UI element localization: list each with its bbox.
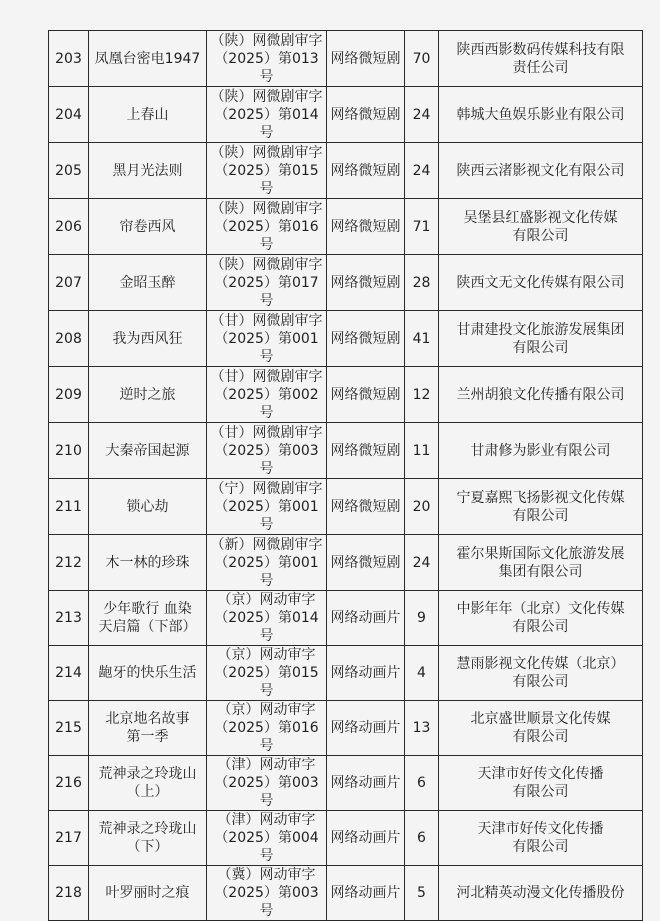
episodes-cell: 70 — [405, 31, 439, 87]
no-cell: 203 — [49, 31, 89, 87]
type-cell: 网络微短剧 — [327, 255, 405, 311]
license-line: （2025）第017号 — [214, 274, 319, 309]
title-cell — [89, 866, 207, 921]
title-line: 龅牙的快乐生活 — [98, 665, 197, 681]
company-line: 有限公司 — [512, 227, 569, 244]
title-cell — [89, 479, 207, 535]
license-cell — [207, 255, 327, 311]
title-cell — [89, 311, 207, 367]
title-line: 上春山 — [126, 106, 169, 123]
title-line: 大秦帝国起源 — [105, 442, 190, 459]
license-line: （2025）第003号 — [214, 442, 319, 477]
no-cell: 206 — [49, 199, 89, 255]
license-line: （2025）第002号 — [214, 386, 319, 421]
license-table — [48, 30, 643, 921]
title-line: 第一季 — [126, 729, 169, 745]
license-cell — [207, 866, 327, 921]
company-cell — [439, 535, 643, 591]
company-cell — [439, 87, 643, 143]
title-line: 逆时之旅 — [119, 386, 176, 403]
license-line: （陕）网微剧审字 — [210, 32, 323, 49]
type-cell: 网络微短剧 — [327, 199, 405, 255]
license-line: （陕）网微剧审字 — [210, 200, 323, 217]
title-line: 荒神录之玲珑山 — [98, 821, 197, 837]
license-line: （2025）第016号 — [214, 720, 319, 754]
no-cell: 209 — [49, 367, 89, 423]
table-row — [49, 811, 643, 866]
license-cell — [207, 367, 327, 423]
title-line: 我为西风狂 — [112, 330, 183, 347]
license-cell — [207, 423, 327, 479]
license-cell — [207, 479, 327, 535]
no-cell: 218 — [49, 866, 89, 921]
episodes-cell: 24 — [405, 143, 439, 199]
license-line: （2025）第015号 — [214, 665, 319, 699]
table-row — [49, 866, 643, 921]
no-cell: 217 — [49, 811, 89, 866]
no-cell: 216 — [49, 756, 89, 811]
license-line: （2025）第001号 — [214, 498, 319, 533]
license-line: （陕）网微剧审字 — [210, 144, 323, 161]
table-row — [49, 423, 643, 479]
company-cell — [439, 423, 643, 479]
title-line: 天启篇（下部） — [98, 619, 197, 635]
no-cell: 215 — [49, 701, 89, 756]
no-cell: 207 — [49, 255, 89, 311]
license-line: （京）网动审字 — [217, 647, 316, 663]
episodes-cell: 11 — [405, 423, 439, 479]
license-cell — [207, 535, 327, 591]
license-line: （2025）第015号 — [214, 162, 319, 197]
company-line: 陕西云渚影视文化有限公司 — [456, 162, 625, 179]
table-row — [49, 31, 643, 87]
title-line: （上） — [126, 784, 169, 800]
company-line: 有限公司 — [512, 839, 569, 855]
license-cell — [207, 701, 327, 756]
license-cell — [207, 591, 327, 646]
title-line: 金昭玉醉 — [119, 274, 176, 291]
company-cell — [439, 866, 643, 921]
license-line: （2025）第014号 — [214, 106, 319, 141]
table-row — [49, 756, 643, 811]
company-line: 天津市好传文化传播 — [477, 766, 604, 782]
company-cell — [439, 646, 643, 701]
title-cell — [89, 31, 207, 87]
license-line: （2025）第003号 — [214, 775, 319, 809]
license-line: （冀）网动审字 — [217, 867, 316, 883]
company-cell — [439, 811, 643, 866]
license-line: （甘）网微剧审字 — [210, 312, 323, 329]
episodes-cell: 71 — [405, 199, 439, 255]
license-line: （新）网微剧审字 — [210, 536, 323, 553]
episodes-cell: 4 — [405, 646, 439, 701]
license-cell — [207, 87, 327, 143]
title-cell — [89, 255, 207, 311]
table-row — [49, 255, 643, 311]
license-line: （2025）第001号 — [214, 554, 319, 589]
type-cell: 网络动画片 — [327, 756, 405, 811]
company-line: 责任公司 — [512, 59, 569, 76]
type-cell: 网络微短剧 — [327, 31, 405, 87]
type-cell: 网络动画片 — [327, 811, 405, 866]
episodes-cell: 28 — [405, 255, 439, 311]
title-cell — [89, 591, 207, 646]
license-cell — [207, 646, 327, 701]
license-cell — [207, 31, 327, 87]
license-cell — [207, 199, 327, 255]
company-line: 中影年年（北京）文化传媒 — [456, 601, 625, 617]
company-line: 有限公司 — [512, 339, 569, 356]
company-line: 兰州胡狼文化传播有限公司 — [456, 386, 625, 403]
title-line: 锁心劫 — [126, 498, 169, 515]
company-cell — [439, 255, 643, 311]
license-line: （津）网动审字 — [217, 812, 316, 828]
company-cell — [439, 367, 643, 423]
company-line: 天津市好传文化传播 — [477, 821, 604, 837]
title-line: 叶罗丽时之痕 — [105, 885, 190, 901]
table-row — [49, 701, 643, 756]
episodes-cell: 9 — [405, 591, 439, 646]
title-line: 帘卷西风 — [119, 218, 176, 235]
episodes-cell: 5 — [405, 866, 439, 921]
license-cell — [207, 311, 327, 367]
license-line: （2025）第014号 — [214, 610, 319, 644]
title-line: 木一林的珍珠 — [105, 554, 190, 571]
no-cell: 213 — [49, 591, 89, 646]
episodes-cell: 6 — [405, 756, 439, 811]
no-cell: 212 — [49, 535, 89, 591]
type-cell: 网络微短剧 — [327, 479, 405, 535]
company-line: 集团有限公司 — [498, 563, 583, 580]
table-row — [49, 367, 643, 423]
company-line: 宁夏嘉熙飞扬影视文化传媒 — [456, 489, 625, 506]
no-cell: 204 — [49, 87, 89, 143]
title-cell — [89, 423, 207, 479]
title-cell — [89, 535, 207, 591]
license-line: （宁）网微剧审字 — [210, 480, 323, 497]
type-cell: 网络动画片 — [327, 646, 405, 701]
title-cell — [89, 811, 207, 866]
company-cell — [439, 756, 643, 811]
type-cell: 网络微短剧 — [327, 535, 405, 591]
table-row — [49, 143, 643, 199]
license-line: （甘）网微剧审字 — [210, 368, 323, 385]
title-line: （下） — [126, 839, 169, 855]
company-cell — [439, 701, 643, 756]
no-cell: 205 — [49, 143, 89, 199]
episodes-cell: 24 — [405, 535, 439, 591]
title-cell — [89, 143, 207, 199]
company-line: 甘肃建投文化旅游发展集团 — [456, 321, 625, 338]
license-line: （陕）网微剧审字 — [210, 88, 323, 105]
license-line: （2025）第013号 — [214, 50, 319, 85]
no-cell: 208 — [49, 311, 89, 367]
table-row — [49, 87, 643, 143]
episodes-cell: 24 — [405, 87, 439, 143]
no-cell: 211 — [49, 479, 89, 535]
title-cell — [89, 701, 207, 756]
license-line: （京）网动审字 — [217, 592, 316, 608]
title-cell — [89, 199, 207, 255]
company-line: 陕西西影数码传媒科技有限 — [456, 41, 625, 58]
company-cell — [439, 479, 643, 535]
company-line: 陕西文无文化传媒有限公司 — [456, 274, 625, 291]
episodes-cell: 6 — [405, 811, 439, 866]
title-line: 凤凰台密电1947 — [94, 50, 201, 67]
company-line: 吴堡县红盛影视文化传媒 — [463, 209, 618, 226]
title-cell — [89, 367, 207, 423]
company-line: 有限公司 — [512, 674, 569, 690]
table-row — [49, 646, 643, 701]
type-cell: 网络微短剧 — [327, 143, 405, 199]
license-line: （2025）第001号 — [214, 330, 319, 365]
title-line: 荒神录之玲珑山 — [98, 766, 197, 782]
company-line: 霍尔果斯国际文化旅游发展 — [456, 545, 625, 562]
no-cell: 210 — [49, 423, 89, 479]
type-cell: 网络微短剧 — [327, 423, 405, 479]
title-line: 少年歌行 血染 — [103, 601, 192, 617]
company-line: 慧雨影视文化传媒（北京） — [456, 656, 625, 672]
company-line: 韩城大鱼娱乐影业有限公司 — [456, 106, 625, 123]
company-line: 有限公司 — [512, 784, 569, 800]
license-line: （2025）第016号 — [214, 218, 319, 253]
title-line: 黑月光法则 — [112, 162, 183, 179]
table-row — [49, 311, 643, 367]
table-row — [49, 591, 643, 646]
company-cell — [439, 591, 643, 646]
license-line: （2025）第004号 — [214, 830, 319, 864]
table-row — [49, 535, 643, 591]
episodes-cell: 13 — [405, 701, 439, 756]
episodes-cell: 20 — [405, 479, 439, 535]
license-cell — [207, 143, 327, 199]
company-cell — [439, 311, 643, 367]
title-cell — [89, 87, 207, 143]
license-cell — [207, 811, 327, 866]
title-cell — [89, 756, 207, 811]
license-line: （2025）第003号 — [214, 885, 319, 919]
type-cell: 网络动画片 — [327, 866, 405, 921]
title-cell — [89, 646, 207, 701]
company-cell — [439, 199, 643, 255]
episodes-cell: 12 — [405, 367, 439, 423]
company-line: 河北精英动漫文化传播股份 — [456, 885, 625, 901]
episodes-cell: 41 — [405, 311, 439, 367]
type-cell: 网络微短剧 — [327, 87, 405, 143]
type-cell: 网络微短剧 — [327, 367, 405, 423]
company-cell — [439, 143, 643, 199]
company-line: 有限公司 — [512, 507, 569, 524]
license-line: （京）网动审字 — [217, 702, 316, 718]
license-line: （津）网动审字 — [217, 757, 316, 773]
license-line: （甘）网微剧审字 — [210, 424, 323, 441]
company-cell — [439, 31, 643, 87]
no-cell: 214 — [49, 646, 89, 701]
license-cell — [207, 756, 327, 811]
company-line: 北京盛世顺景文化传媒 — [470, 711, 611, 727]
company-line: 甘肃修为影业有限公司 — [470, 442, 611, 459]
table-row — [49, 479, 643, 535]
type-cell: 网络动画片 — [327, 591, 405, 646]
table-row — [49, 199, 643, 255]
type-cell: 网络微短剧 — [327, 311, 405, 367]
title-line: 北京地名故事 — [105, 711, 190, 727]
license-line: （陕）网微剧审字 — [210, 256, 323, 273]
type-cell: 网络动画片 — [327, 701, 405, 756]
company-line: 有限公司 — [512, 619, 569, 635]
table-body — [49, 31, 643, 921]
company-line: 有限公司 — [512, 729, 569, 745]
